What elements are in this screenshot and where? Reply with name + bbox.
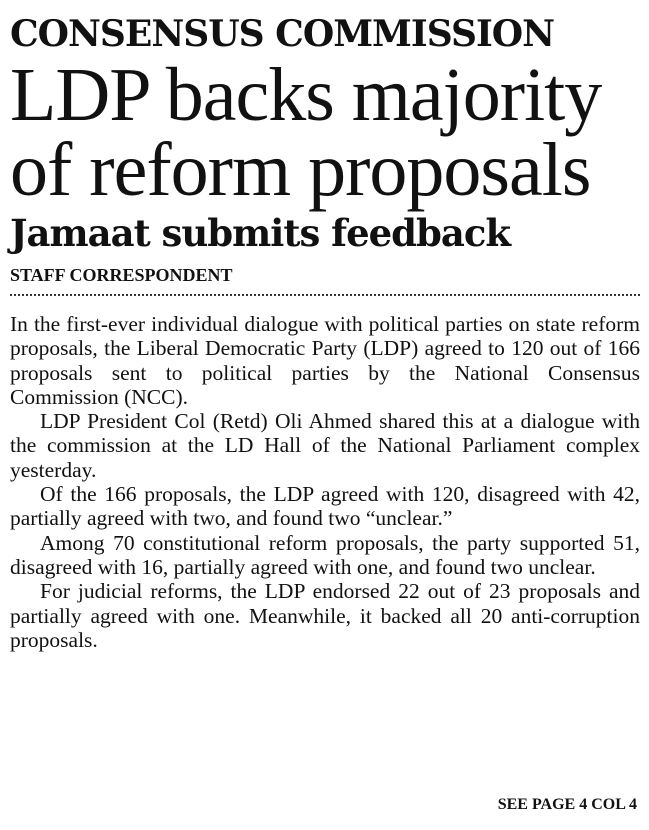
- paragraph-2: LDP President Col (Retd) Oli Ahmed shared this at a dialogue with the commission at the LD Hall of the National Parliament complex yesterday.: [10, 409, 640, 482]
- paragraph-3: Of the 166 proposals, the LDP agreed with 120, disagreed with 42, partially agreed with two, and found two “unclear.”: [10, 482, 640, 531]
- paragraph-4: Among 70 constitutional reform proposals, the party supported 51, disagreed with 16, partially agreed with one, and found two unclear.: [10, 530, 640, 579]
- kicker: CONSENSUS COMMISSION: [10, 13, 555, 55]
- news-article: [10, 14, 640, 652]
- headline-line-1: LDP backs majority: [10, 53, 602, 137]
- headline-line-2: of reform proposals: [10, 128, 591, 212]
- article-body: [10, 312, 640, 652]
- dotted-divider: [10, 294, 640, 296]
- paragraph-5: For judicial reforms, the LDP endorsed 22 out of 23 proposals and partially agreed with one. Meanwhile, it backed all 20 anti-corruption proposals.: [10, 579, 640, 652]
- paragraph-1: In the first-ever individual dialogue with political parties on state reform proposals, the Liberal Democratic Party (LDP) agreed to 120 out of 166 proposals sent to political parties by the National Consensus Commission (NCC).: [10, 312, 640, 409]
- jump-line: SEE PAGE 4 COL 4: [497, 796, 637, 813]
- subheadline: Jamaat submits feedback: [10, 211, 511, 255]
- byline: STAFF CORRESPONDENT: [10, 265, 233, 285]
